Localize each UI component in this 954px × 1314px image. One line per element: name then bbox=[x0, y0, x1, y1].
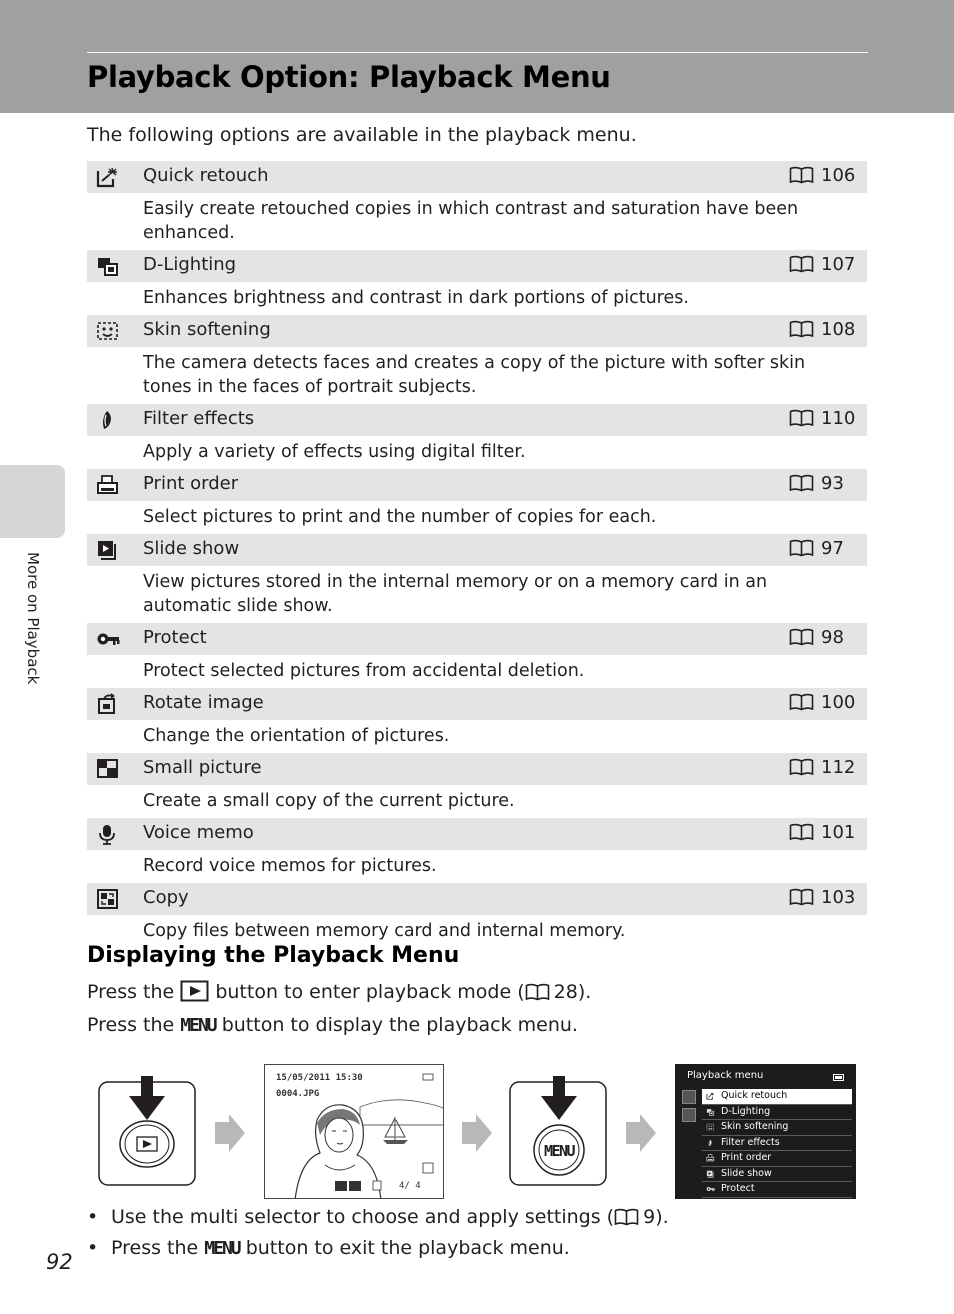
page-ref: 107 bbox=[821, 254, 856, 275]
option-page-ref bbox=[789, 822, 855, 843]
option-label: Voice memo bbox=[143, 822, 254, 843]
option-row bbox=[87, 469, 867, 501]
page-ref: 110 bbox=[821, 408, 856, 429]
arrow-icon bbox=[624, 1112, 658, 1154]
filter-effects-icon bbox=[96, 409, 120, 431]
instruction-text: Press the bbox=[87, 981, 175, 1003]
instruction-line-2 bbox=[87, 1014, 578, 1036]
option-description: Select pictures to print and the number of copies for each. bbox=[143, 507, 657, 527]
option-row bbox=[87, 315, 867, 347]
option-description: View pictures stored in the internal memory or on a memory card in an automatic slide show. bbox=[143, 572, 768, 616]
playback-menu-item[interactable] bbox=[702, 1167, 852, 1183]
bullet-text: Press the bbox=[111, 1237, 199, 1259]
page-number: 92 bbox=[46, 1250, 73, 1274]
camera-playback-screen bbox=[264, 1064, 444, 1199]
book-icon bbox=[789, 888, 814, 906]
option-label: Slide show bbox=[143, 538, 240, 559]
portrait-photo-icon bbox=[265, 1065, 444, 1199]
arrow-icon bbox=[460, 1112, 494, 1154]
option-row bbox=[87, 250, 867, 282]
skin-softening-icon bbox=[96, 320, 120, 342]
bullet-1 bbox=[87, 1206, 669, 1228]
book-icon bbox=[614, 1208, 639, 1226]
option-label: Protect bbox=[143, 627, 207, 648]
arrow-icon bbox=[213, 1112, 247, 1154]
voice-memo-icon bbox=[96, 823, 120, 845]
instruction-text: button to enter playback mode ( bbox=[215, 981, 525, 1003]
playback-menu-item[interactable] bbox=[702, 1120, 852, 1136]
rotate-image-icon bbox=[96, 693, 120, 715]
option-page-ref bbox=[789, 254, 855, 275]
instruction-text: button to display the playback menu. bbox=[221, 1014, 578, 1036]
small-picture-icon bbox=[96, 758, 120, 780]
option-page-ref bbox=[789, 627, 844, 648]
book-icon bbox=[789, 693, 814, 711]
page-ref: 9 bbox=[643, 1206, 656, 1228]
camera-frame-count: 4/ 4 bbox=[399, 1181, 421, 1191]
page-ref: 100 bbox=[821, 692, 856, 713]
quick-retouch-icon bbox=[706, 1092, 715, 1100]
option-page-ref bbox=[789, 473, 844, 494]
option-row bbox=[87, 404, 867, 436]
copy-icon bbox=[96, 888, 120, 910]
playback-menu-item-label: D-Lighting bbox=[721, 1105, 771, 1117]
option-label: Quick retouch bbox=[143, 165, 269, 186]
instruction-text: Press the bbox=[87, 1014, 175, 1036]
page-ref: 98 bbox=[821, 627, 844, 648]
option-row bbox=[87, 753, 867, 785]
option-page-ref bbox=[789, 757, 855, 778]
protect-key-icon bbox=[96, 628, 120, 650]
option-page-ref bbox=[789, 408, 855, 429]
book-icon bbox=[789, 320, 814, 338]
menu-key-label: MENU bbox=[180, 1015, 216, 1036]
page-ref: 93 bbox=[821, 473, 844, 494]
playback-menu-item-label: Skin softening bbox=[721, 1121, 789, 1132]
section-heading: Displaying the Playback Menu bbox=[87, 943, 460, 968]
playback-menu-item[interactable] bbox=[702, 1136, 852, 1152]
option-description: Easily create retouched copies in which contrast and saturation have been enhanced. bbox=[143, 199, 799, 243]
playback-tab-icon bbox=[682, 1090, 696, 1104]
bullet-text: Use the multi selector to choose and apply settings ( bbox=[111, 1206, 615, 1228]
playback-menu-list bbox=[702, 1089, 852, 1198]
bullet-dot: • bbox=[87, 1237, 99, 1259]
camera-file-name: 0004.JPG bbox=[276, 1089, 320, 1099]
option-description: Apply a variety of effects using digital filter. bbox=[143, 442, 526, 462]
page-ref: 108 bbox=[821, 319, 856, 340]
option-label: Filter effects bbox=[143, 408, 255, 429]
intro-text: The following options are available in the playback menu. bbox=[87, 124, 637, 146]
playback-menu-item-label: Print order bbox=[721, 1152, 772, 1163]
book-icon bbox=[789, 255, 814, 273]
slide-show-icon bbox=[96, 539, 120, 561]
option-description: The camera detects faces and creates a copy of the picture with softer skin tones in the faces of portrait subjects. bbox=[143, 353, 806, 397]
d-lighting-icon bbox=[96, 255, 120, 277]
option-page-ref bbox=[789, 887, 855, 908]
book-icon bbox=[789, 166, 814, 184]
option-label: Copy bbox=[143, 887, 189, 908]
page-ref: 28 bbox=[553, 981, 578, 1003]
option-description: Enhances brightness and contrast in dark portions of pictures. bbox=[143, 288, 689, 308]
slide-show-icon bbox=[706, 1170, 715, 1178]
option-label: Skin softening bbox=[143, 319, 271, 340]
bullet-text: ). bbox=[655, 1206, 669, 1228]
option-row bbox=[87, 688, 867, 720]
battery-icon bbox=[833, 1074, 845, 1081]
quick-retouch-icon bbox=[96, 166, 120, 188]
playback-menu-title: Playback menu bbox=[687, 1070, 764, 1081]
side-tab-label: More on Playback bbox=[24, 552, 42, 685]
skin-softening-icon bbox=[706, 1123, 715, 1131]
bullet-2 bbox=[87, 1237, 570, 1259]
playback-menu-item[interactable] bbox=[702, 1089, 852, 1105]
playback-menu-item[interactable] bbox=[702, 1151, 852, 1167]
option-row bbox=[87, 534, 867, 566]
option-page-ref bbox=[789, 692, 855, 713]
playback-menu-item[interactable] bbox=[702, 1105, 852, 1121]
header-band bbox=[0, 0, 954, 113]
instruction-line-1 bbox=[87, 980, 591, 1003]
playback-menu-tabs bbox=[682, 1090, 696, 1126]
option-row bbox=[87, 623, 867, 655]
page-ref: 106 bbox=[821, 165, 856, 186]
setup-tab-icon bbox=[682, 1108, 696, 1122]
menu-key-label: MENU bbox=[204, 1238, 240, 1259]
option-row bbox=[87, 161, 867, 193]
playback-menu-item-label: Protect bbox=[721, 1183, 755, 1194]
print-order-icon bbox=[96, 474, 120, 496]
page-ref: 101 bbox=[821, 822, 856, 843]
book-icon bbox=[789, 474, 814, 492]
option-description: Protect selected pictures from accidental deletion. bbox=[143, 661, 585, 681]
camera-date: 15/05/2011 15:30 bbox=[276, 1073, 363, 1083]
instruction-text: ). bbox=[577, 981, 592, 1003]
page-title: Playback Option: Playback Menu bbox=[87, 60, 611, 94]
book-icon bbox=[789, 823, 814, 841]
option-description: Create a small copy of the current picture. bbox=[143, 791, 515, 811]
playback-menu-item-label: Quick retouch bbox=[721, 1090, 788, 1101]
playback-menu-screen bbox=[675, 1064, 856, 1199]
option-label: Print order bbox=[143, 473, 239, 494]
book-icon bbox=[789, 758, 814, 776]
playback-menu-item-label: Filter effects bbox=[721, 1136, 780, 1148]
option-page-ref bbox=[789, 538, 844, 559]
playback-menu-item[interactable] bbox=[702, 1182, 852, 1198]
menu-button-press-illustration bbox=[507, 1074, 610, 1188]
options-table bbox=[87, 161, 867, 948]
option-description: Change the orientation of pictures. bbox=[143, 726, 450, 746]
option-description: Record voice memos for pictures. bbox=[143, 856, 437, 876]
filter-effects-icon bbox=[706, 1139, 715, 1147]
option-page-ref bbox=[789, 319, 855, 340]
option-label: Small picture bbox=[143, 757, 262, 778]
option-row bbox=[87, 883, 867, 915]
option-label: D-Lighting bbox=[143, 254, 237, 275]
d-lighting-icon bbox=[706, 1108, 715, 1116]
protect-key-icon bbox=[706, 1185, 715, 1193]
book-icon bbox=[789, 539, 814, 557]
svg-text:MENU: MENU bbox=[543, 1142, 575, 1160]
book-icon bbox=[789, 409, 814, 427]
playback-menu-item-label: Slide show bbox=[721, 1167, 772, 1179]
print-order-icon bbox=[706, 1154, 715, 1162]
bullet-dot: • bbox=[87, 1206, 99, 1228]
book-icon bbox=[525, 983, 550, 1001]
page-ref: 97 bbox=[821, 538, 844, 559]
playback-button-press-illustration bbox=[96, 1074, 199, 1188]
header-rule bbox=[87, 52, 868, 53]
side-tab bbox=[0, 465, 65, 538]
playback-button-icon bbox=[180, 980, 209, 1002]
page-ref: 103 bbox=[821, 887, 856, 908]
option-row bbox=[87, 818, 867, 850]
bullet-text: button to exit the playback menu. bbox=[245, 1237, 570, 1259]
book-icon bbox=[789, 628, 814, 646]
option-label: Rotate image bbox=[143, 692, 264, 713]
page-ref: 112 bbox=[821, 757, 856, 778]
option-description: Copy files between memory card and internal memory. bbox=[143, 921, 626, 941]
option-page-ref bbox=[789, 165, 855, 186]
